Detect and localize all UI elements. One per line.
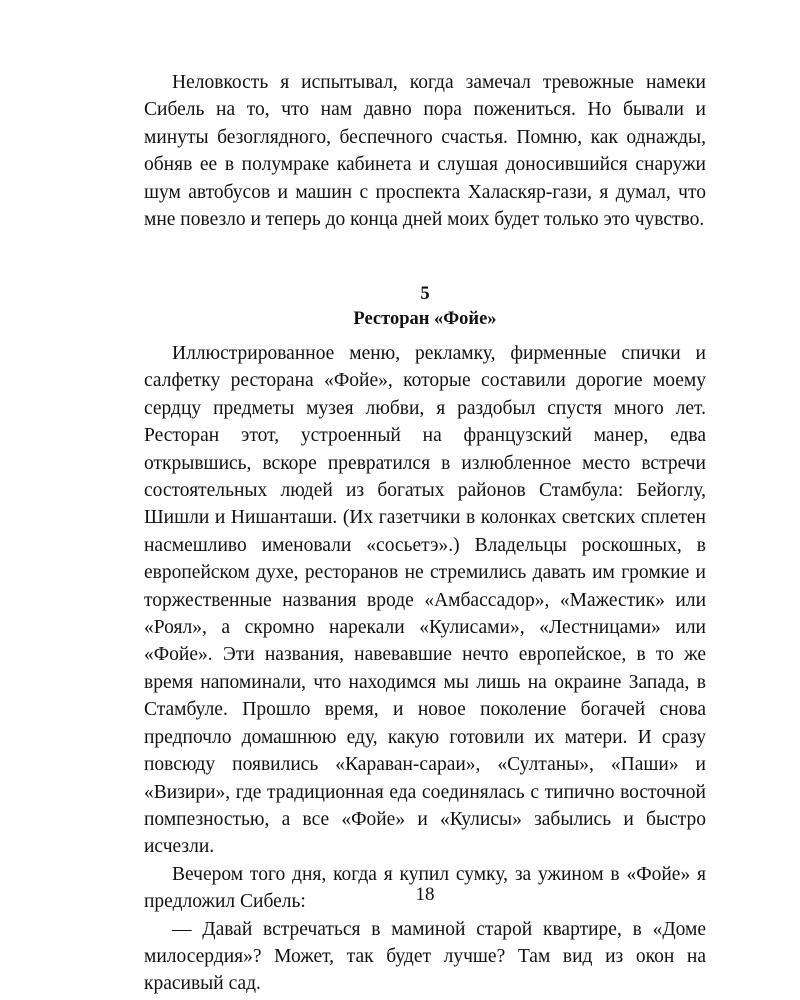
body-paragraph: Иллюстрированное меню, рекламку, фирменные спички и салфетку ресторана «Фойе», которые составили дорогие моему сердцу предметы музея любви, я раздобыл спустя много лет. Ресторан этот, устроенный на французский манер, едва открывшись, вскоре превратился в излюбленное место встречи состоятельных людей из богатых районов Стамбула: Бейоглу, Шишли и Нишанташи. (Их газетчики в колонках светских сплетен насмешливо именовали «сосьетэ».) Владельцы роскошных, в европейском духе, ресторанов не стремились давать им громкие и торжественные названия вроде «Амбассадор», «Мажестик» или «Роял», а скромно нарекали «Кулисами», «Лестницами» или «Фойе». Эти названия, навевавшие нечто европейское, в то же время напоминали, что находимся мы лишь на окраине Запада, в Стамбуле. Прошло время, и новое поколение богачей снова предпочло домашнюю еду, какую готовили их матери. И сразу повсюду появились «Караван-сараи», «Султаны», «Паши» и «Визири», где традиционная еда соединялась с типично восточной помпезностью, а все «Фойе» и «Кулисы» забылись и быстро исчезли. — [144, 343, 706, 858]
body-paragraph: — Давай встречаться в маминой старой квартире, в «Доме милосердия»? Может, так будет лучше? Там вид из окон на красивый сад. — [144, 918, 706, 995]
opening-paragraph-block — [144, 69, 706, 233]
opening-paragraph: Неловкость я испытывал, когда замечал тревожные намеки Сибель на то, что нам давно пора пожениться. Но бывали и минуты безоглядного, беспечного счастья. Помню, как однажды, обняв ее в полумраке кабинета и слушая доносившийся снаружи шум автобусов и машин с проспекта Халаскяр-гази, я думал, что мне повезло и теперь до конца дней моих будет только это чувство. — [144, 72, 706, 231]
chapter-heading — [144, 282, 706, 332]
chapter-title: Ресторан «Фойе» — [353, 309, 497, 329]
chapter-number: 5 — [420, 284, 430, 304]
body-paragraph: Вечером того дня, когда я купил сумку, за ужином в «Фойе» я предложил Сибель: — [144, 863, 706, 913]
page-number: 18 — [415, 884, 435, 905]
